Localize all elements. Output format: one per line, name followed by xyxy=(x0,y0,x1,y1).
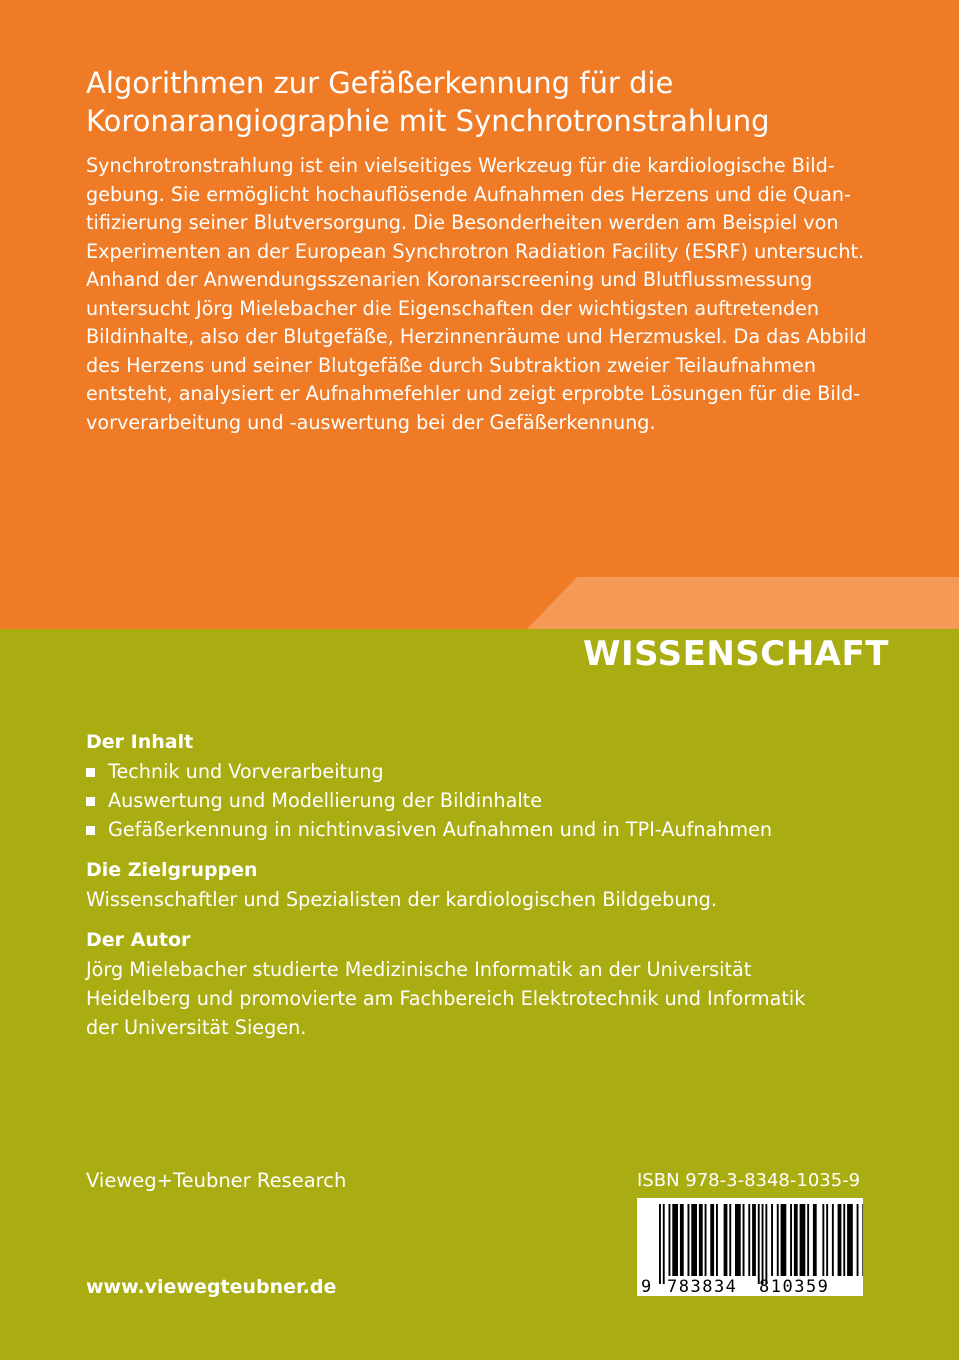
autor-line: Jörg Mielebacher studierte Medizinische Informatik an der Universität xyxy=(86,958,752,981)
barcode-bar xyxy=(724,1204,728,1276)
barcode-bar xyxy=(857,1204,859,1276)
list-item-text: Gefäßerkennung in nichtinvasiven Aufnahmen und in TPI-Aufnahmen xyxy=(108,818,773,841)
isbn-number: ISBN 978-3-8348-1035-9 xyxy=(637,1170,861,1191)
barcode-bar xyxy=(663,1204,665,1284)
barcode-digits-left: 783834 xyxy=(667,1277,738,1296)
description-line: gebung. Sie ermöglicht hochauflösende Aufnahmen des Herzens und die Quan- xyxy=(86,182,851,206)
description-line: entsteht, analysiert er Aufnahmefehler und zeigt erprobte Lösungen für die Bild- xyxy=(86,382,861,405)
description-line: tifizierung seiner Blutversorgung. Die Besonderheiten werden am Beispiel von xyxy=(86,211,839,234)
autor-line: der Universität Siegen. xyxy=(86,1016,307,1039)
book-description xyxy=(86,152,886,437)
square-bullet-icon xyxy=(86,826,95,835)
barcode-bar xyxy=(777,1204,779,1276)
barcode-bar xyxy=(748,1204,750,1276)
description-line: Bildinhalte, also der Blutgefäße, Herzinnenräume und Herzmuskel. Da das Abbild xyxy=(86,325,867,348)
zielgruppen-heading: Die Zielgruppen xyxy=(86,859,258,881)
barcode-bar xyxy=(752,1204,756,1276)
zielgruppen-text: Wissenschaftler und Spezialisten der kardiologischen Bildgebung. xyxy=(86,888,717,911)
barcode-bar xyxy=(794,1204,798,1276)
description-line: Experimenten an der European Synchrotron Radiation Facility (ESRF) untersucht. xyxy=(86,239,865,263)
autor-line: Heidelberg und promovierte am Fachbereich Elektrotechnik und Informatik xyxy=(86,987,806,1010)
barcode-bar xyxy=(762,1204,764,1284)
list-item xyxy=(86,815,886,844)
barcode-bar xyxy=(743,1204,745,1276)
barcode-bar xyxy=(659,1204,661,1284)
description-line: untersucht Jörg Mielebacher die Eigenschaften der wichtigsten auftretenden xyxy=(86,296,820,320)
square-bullet-icon xyxy=(86,797,95,806)
description-line: des Herzens und seiner Blutgefäße durch Subtraktion zweier Teilaufnahmen xyxy=(86,353,816,377)
barcode-bar xyxy=(729,1204,731,1276)
inhalt-list xyxy=(86,757,886,844)
barcode-bar xyxy=(771,1204,773,1276)
title-line: Koronarangiographie mit Synchrotronstrahlung xyxy=(86,104,770,138)
barcode-bar xyxy=(710,1204,714,1276)
autor-text xyxy=(86,955,886,1042)
barcode-bar xyxy=(843,1204,845,1276)
barcode-bar xyxy=(680,1204,684,1276)
description-line: Anhand der Anwendungsszenarien Koronarscreening und Blutflussmessung xyxy=(86,268,813,291)
barcode xyxy=(637,1198,863,1296)
description-line: vorverarbeitung und -auswertung bei der Gefäßerkennung. xyxy=(86,410,656,434)
list-item xyxy=(86,757,886,786)
description-line: Synchrotronstrahlung ist ein vielseitiges Werkzeug für die kardiologische Bild- xyxy=(86,154,835,177)
cover-details xyxy=(86,728,886,1054)
barcode-graphic xyxy=(637,1198,863,1296)
barcode-bar xyxy=(790,1204,792,1276)
barcode-bar xyxy=(735,1204,741,1276)
barcode-digits-right: 810359 xyxy=(759,1277,830,1296)
barcode-bar xyxy=(800,1204,806,1276)
barcode-digit-lead: 9 xyxy=(641,1277,652,1296)
barcode-bar xyxy=(813,1204,817,1276)
barcode-bar xyxy=(669,1204,671,1276)
barcode-bar xyxy=(758,1204,760,1284)
list-item xyxy=(86,786,886,815)
barcode-bar xyxy=(765,1204,767,1284)
barcode-bar xyxy=(705,1204,707,1276)
barcode-bar xyxy=(781,1204,787,1276)
barcode-bar xyxy=(838,1204,842,1276)
barcode-bar xyxy=(832,1204,834,1276)
series-label: WISSENSCHAFT xyxy=(583,634,889,674)
publisher-url: www.viewegteubner.de xyxy=(86,1276,337,1298)
barcode-bar xyxy=(688,1204,690,1276)
list-item-text: Technik und Vorverarbeitung xyxy=(108,760,384,783)
barcode-bar xyxy=(672,1204,678,1276)
title-line: Algorithmen zur Gefäßerkennung für die xyxy=(86,66,674,100)
square-bullet-icon xyxy=(86,768,95,777)
barcode-bar xyxy=(847,1204,853,1276)
barcode-bar xyxy=(862,1204,863,1276)
inhalt-heading: Der Inhalt xyxy=(86,731,194,753)
barcode-bar xyxy=(691,1204,697,1276)
autor-heading: Der Autor xyxy=(86,929,191,951)
barcode-bar xyxy=(699,1204,703,1276)
barcode-bar xyxy=(822,1204,824,1276)
list-item-text: Auswertung und Modellierung der Bildinhalte xyxy=(108,789,543,812)
book-title xyxy=(86,64,906,140)
barcode-bar xyxy=(716,1204,718,1276)
barcode-bar xyxy=(826,1204,828,1276)
barcode-bar xyxy=(807,1204,809,1276)
publisher-name: Vieweg+Teubner Research xyxy=(86,1169,347,1192)
